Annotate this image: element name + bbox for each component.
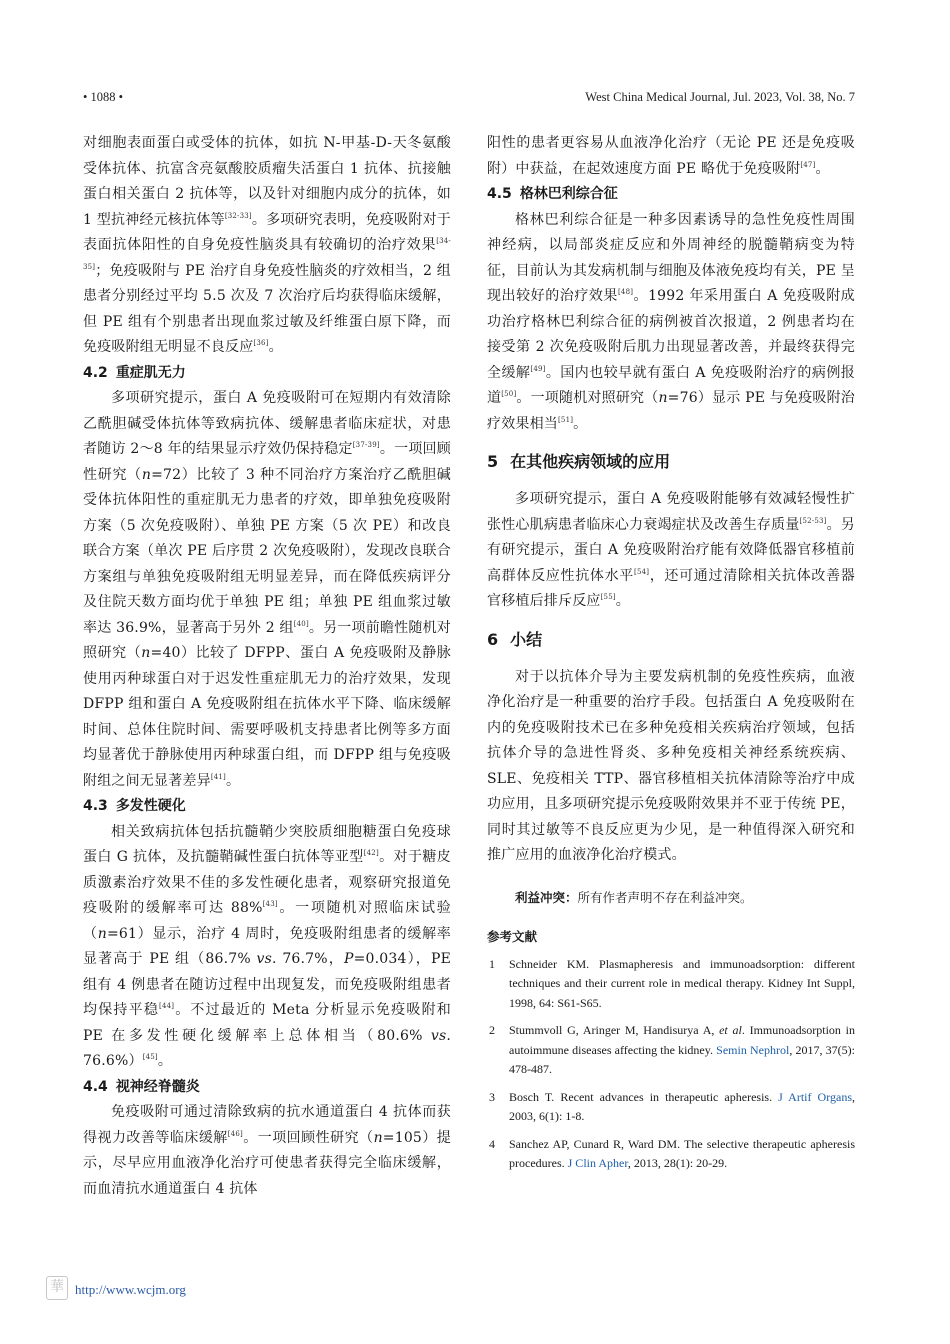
citation[interactable]: [55]: [600, 593, 616, 601]
citation[interactable]: [44]: [159, 1002, 175, 1010]
paragraph-myasthenia-gravis: 多项研究提示，蛋白 A 免疫吸附可在短期内有效清除乙酰胆碱受体抗体等致病抗体、缓解患者临床症状，对患者随访 2～8 年的结果显示疗效仍保持稳定[37-39]。一项回顾性研究（n=72）比较了 3 种不同治疗方案治疗乙酰胆碱受体抗体阳性的重症肌无力患者的疗效，即单独免疫吸附方案（5 次免疫吸附）、单独 PE 方案（5 次 PE）和改良联合方案（单次 PE 后序贯 2 次免疫吸附），发现改良联合方案组与单独免疫吸附组无明显差异，而在降低疾病评分及住院天数方面均优于单独 PE 组；单独 PE 组血浆过敏率达 36.9%，显著高于另外 2 组[40]。另一项前瞻性随机对照研究（n=40）比较了 DFPP、蛋白 A 免疫吸附及静脉使用丙种球蛋白对于迟发性重症肌无力的治疗效果，发现 DFPP 组和蛋白 A 免疫吸附组在抗体水平下降、临床缓解时间、总体住院时间、需要呼吸机支持患者比例等多方面均显著优于静脉使用丙种球蛋白组，而 DFPP 组与免疫吸附组之间无显著差异[41]。: [83, 390, 452, 789]
citation[interactable]: [46]: [227, 1129, 243, 1138]
citation[interactable]: [47]: [800, 160, 816, 169]
citation[interactable]: [43]: [262, 900, 278, 908]
citation[interactable]: [49]: [530, 364, 546, 373]
paragraph-summary: 对于以抗体介导为主要发病机制的免疫性疾病，血液净化治疗是一种重要的治疗手段。包括蛋白 A 免疫吸附在内的免疫吸附技术已在多种免疫相关疾病治疗领域，包括抗体介导的急进性肾炎、多种免疫相关神经系统疾病、SLE、免疫相关 TTP、器官移植相关抗体清除等治疗中成功应用，且多项研究提示免疫吸附效果并不亚于传统 PE，同时其过敏等不良反应更为少见，是一种值得深入研究和推广应用的血液净化治疗模式。: [487, 668, 855, 863]
citation[interactable]: [32-33]: [224, 211, 252, 220]
reference-item: 4 Sanchez AP, Cunard R, Ward DM. The selective therapeutic apheresis procedures. J Clin Apher, 2013, 28(1): 20-29.: [489, 1136, 855, 1170]
page-number: • 1088 •: [83, 90, 124, 104]
heading-4-4: 4.4 视神经脊髓炎: [83, 1078, 200, 1095]
citation[interactable]: [41]: [210, 772, 226, 781]
citation[interactable]: [34-35]: [83, 237, 451, 271]
journal-citation: West China Medical Journal, Jul. 2023, Vol. 38, No. 7: [585, 90, 855, 104]
conflict-of-interest: 利益冲突：所有作者声明不存在利益冲突。: [515, 889, 753, 905]
citation[interactable]: [48]: [617, 288, 634, 296]
reference-item: 1 Schneider KM. Plasmapheresis and immunoadsorption: different techniques and their current role in medical therapy. Kidney Int Suppl, 1998, 64: S61-S65.: [489, 956, 855, 1010]
reference-item: 3 Bosch T. Recent advances in therapeutic apheresis. J Artif Organs, 2003, 6(1): 1-8.: [489, 1089, 855, 1123]
left-column: [83, 131, 451, 1202]
citation[interactable]: [40]: [293, 619, 309, 628]
heading-section-5: 5 在其他疾病领域的应用: [487, 452, 671, 471]
right-column: [487, 131, 855, 1174]
citation[interactable]: [52-53]: [799, 516, 827, 525]
paragraph-multiple-sclerosis: 相关致病抗体包括抗髓鞘少突胶质细胞糖蛋白免疫球蛋白 G 抗体，及抗髓鞘碱性蛋白抗体等亚型[42]。对于糖皮质激素治疗效果不佳的多发性硬化患者，观察研究报道免疫吸附的缓解率可达 88%[43]。一项随机对照临床试验（n=61）显示，治疗 4 周时，免疫吸附组患者的缓解率显著高于 PE 组（86.7% vs. 76.7%，P=0.034），PE 组有 4 例患者在随访过程中出现复发，而免疫吸附组患者均保持平稳[44]。不过最近的 Meta 分析显示免疫吸附和 PE 在多发性硬化缓解率上总体相当（80.6% vs. 76.6%）[45]。: [83, 823, 451, 1069]
references-heading: 参考文献: [487, 928, 538, 944]
journal-logo-icon: 華: [46, 1276, 68, 1300]
heading-4-3: 4.3 多发性硬化: [83, 798, 186, 814]
citation[interactable]: [50]: [501, 390, 517, 398]
citation[interactable]: [45]: [142, 1053, 158, 1061]
heading-4-2: 4.2 重症肌无力: [83, 364, 186, 381]
citation[interactable]: [36]: [253, 339, 269, 347]
paragraph-guillain-barre: 格林巴利综合征是一种多因素诱导的急性免疫性周围神经病，以局部炎症反应和外周神经的脱髓鞘病变为特征，目前认为其发病机制与细胞及体液免疫均有关，PE 呈现出较好的治疗效果[48]。1992 年采用蛋白 A 免疫吸附成功治疗格林巴利综合征的病例被首次报道，2 例患者均在接受第 2 次免疫吸附后肌力出现显著改善，并最终获得完全缓解[49]。国内也较早就有蛋白 A 免疫吸附治疗的病例报道[50]。一项随机对照研究（n=76）显示 PE 与免疫吸附治疗效果相当[51]。: [487, 211, 856, 432]
paragraph-nmo-continued: 阳性的患者更容易从血液净化治疗（无论 PE 还是免疫吸附）中获益，在起效速度方面 PE 略优于免疫吸附[47]。: [487, 135, 855, 177]
citation[interactable]: [51]: [558, 415, 574, 424]
journal-url-link[interactable]: http://www.wcjm.org: [75, 1282, 186, 1297]
citation[interactable]: [54]: [634, 567, 650, 576]
paragraph-neuromyelitis-optica: 免疫吸附可通过清除致病的抗水通道蛋白 4 抗体而获得视力改善等临床缓解[46]。一项回顾性研究（n=105）提示，尽早应用血液净化治疗可使患者获得完全临床缓解，而血清抗水通道蛋白 4 抗体: [83, 1104, 451, 1197]
journal-link[interactable]: J Artif Organs: [778, 1089, 852, 1104]
journal-link[interactable]: J Clin Apher: [567, 1156, 628, 1170]
heading-section-6: 6 小结: [487, 629, 543, 649]
citation[interactable]: [37-39]: [352, 441, 380, 449]
reference-item: 2 Stummvoll G, Aringer M, Handisurya A, et al. Immunoadsorption in autoimmune diseases affecting the kidney. Semin Nephrol, 2017, 37(5): 478-487.: [489, 1023, 856, 1076]
heading-4-5: 4.5 格林巴利综合征: [487, 186, 618, 202]
paragraph-autoimmune-encephalitis: 对细胞表面蛋白或受体的抗体，如抗 N-甲基-D-天冬氨酸受体抗体、抗富含亮氨酸胶质瘤失活蛋白 1 抗体、抗接触蛋白相关蛋白 2 抗体等，以及针对细胞内成分的抗体，如 1 型抗神经元核抗体等[32-33]。多项研究表明，免疫吸附对于表面抗体阳性的自身免疫性脑炎具有较确切的治疗效果[34-35]；免疫吸附与 PE 治疗自身免疫性脑炎的疗效相当，2 组患者分别经过平均 5.5 次及 7 次治疗后均获得临床缓解，但 PE 组有个别患者出现血浆过敏及纤维蛋白原下降，而免疫吸附组无明显不良反应[36]。: [83, 135, 451, 355]
page-header: [83, 90, 855, 110]
paragraph-other-fields: 多项研究提示，蛋白 A 免疫吸附能够有效减轻慢性扩张性心肌病患者临床心力衰竭症状及改善生存质量[52-53]。另有研究提示，蛋白 A 免疫吸附治疗能有效降低器官移植前高群体反应性抗体水平[54]，还可通过清除相关抗体改善器官移植后排斥反应[55]。: [487, 491, 855, 609]
citation[interactable]: [42]: [363, 849, 379, 857]
journal-link[interactable]: Semin Nephrol: [716, 1042, 790, 1057]
